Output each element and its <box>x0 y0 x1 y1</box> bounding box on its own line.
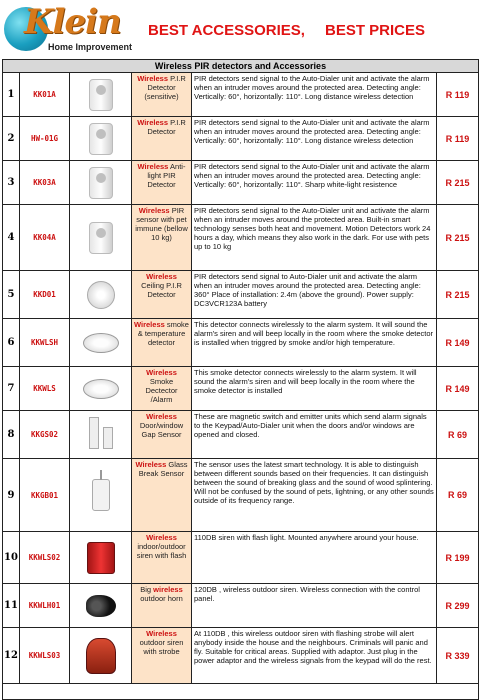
product-title: outdoor siren with strobe <box>139 638 184 656</box>
product-keyword: Wireless <box>138 206 170 215</box>
row-number: 8 <box>3 411 20 458</box>
product-title: Anti-light PIR Detector <box>147 162 186 189</box>
product-name-prefix: Big <box>140 585 154 594</box>
product-title: smoke & temperature detector <box>137 320 189 347</box>
product-description: 120DB , wireless outdoor siren. Wireless connection with the control panel. <box>192 584 437 627</box>
table-row <box>3 532 478 584</box>
product-code: KKD01 <box>20 271 70 318</box>
product-keyword: Wireless <box>137 118 168 127</box>
product-code: HW-01G <box>20 117 70 160</box>
table-row <box>3 117 478 161</box>
table-row <box>3 161 478 205</box>
product-title: Ceiling P.I.R Detector <box>141 281 182 299</box>
horn-icon <box>86 595 116 617</box>
product-description: PIR detectors send signal to the Auto-Dialer unit and activate the alarm when an intruder moves around the protected area. Detecting angle: Vertically: 60°, horizontally: 110°. Long distance wireless detection <box>192 73 437 116</box>
product-description: PIR detectors send signal to the Auto-Dialer unit and activate the alarm when an intruder moves around the protected area. Detecting angle: Vertically: 60°, horizontally: 110°. Sharp white-light resistence <box>192 161 437 204</box>
product-price: R 215 <box>445 177 470 188</box>
product-code: KK04A <box>20 205 70 270</box>
page-header <box>0 0 483 58</box>
product-image <box>70 459 132 531</box>
product-code: KKWLS02 <box>20 532 70 583</box>
table-row <box>3 271 478 319</box>
product-name <box>132 367 192 410</box>
product-price: R 215 <box>445 289 470 300</box>
row-number: 1 <box>3 73 20 116</box>
smoke-detector-icon <box>83 379 119 399</box>
product-title: Door/window Gap Sensor <box>139 421 184 439</box>
ceiling-detector-icon <box>87 281 115 309</box>
product-title: indoor/outdoor siren with flash <box>136 542 187 560</box>
product-name <box>132 459 192 531</box>
product-description: PIR detectors send signal to Auto-Dialer unit and activate the alarm when an intruder moves around the protected area. Detecting angle: 360° Place of installation: 2.4m (above the ground). Power supply: DC3VCR123A battery <box>192 271 437 318</box>
product-keyword: Wireless <box>134 320 165 329</box>
product-keyword: Wireless <box>137 74 168 83</box>
table-row <box>3 411 478 459</box>
product-image <box>70 73 132 116</box>
product-code: KK03A <box>20 161 70 204</box>
product-image <box>70 367 132 410</box>
product-description: This detector connects wirelessly to the alarm system. It will sound the alarm's siren and will beep locally in the room where the smoke detector is installed when triggred by smoke and/or high temperature. <box>192 319 437 366</box>
product-price: R 119 <box>445 89 470 100</box>
product-price: R 199 <box>445 552 470 563</box>
product-name <box>132 161 192 204</box>
product-image <box>70 628 132 683</box>
product-description: PIR detectors send signal to the Auto-Dialer unit and activate the alarm when an intruder moves around the protected area. Built-in smart technology senses both heat and movement. Motion Detectors work 24 hours a day, which means they also work in the dark. For use with pets up to 10 kg <box>192 205 437 270</box>
product-name <box>132 411 192 458</box>
row-number: 11 <box>3 584 20 627</box>
product-title: Glass Break Sensor <box>138 460 188 478</box>
siren-icon <box>87 542 115 574</box>
klein-logo <box>4 2 133 54</box>
product-keyword: Wireless <box>137 162 169 171</box>
product-code: KKGB01 <box>20 459 70 531</box>
pir-detector-icon <box>89 79 113 111</box>
table-row <box>3 584 478 628</box>
product-image <box>70 161 132 204</box>
product-keyword: Wireless <box>146 412 177 421</box>
product-image <box>70 271 132 318</box>
table-row <box>3 367 478 411</box>
product-description: PIR detectors send signal to the Auto-Dialer unit and activate the alarm when an intruder moves around the protected area. Detecting angle: Vertically: 60°, horizontally: 110°. Long distance wireless detection <box>192 117 437 160</box>
table-body <box>3 73 478 684</box>
pir-detector-icon <box>89 123 113 155</box>
product-description: At 110DB , this wireless outdoor siren with flashing strobe will alert anybody inside the house and the neighbours. Criminals will panic and fly. Suitable for critical areas. Supplied with adaptor. Just plug in the power adaptor and the wireless signals from the keypad will do the rest. <box>192 628 437 683</box>
product-keyword: Wireless <box>146 368 177 377</box>
table-row <box>3 319 478 367</box>
product-name <box>132 532 192 583</box>
strobe-siren-icon <box>86 638 116 674</box>
row-number: 7 <box>3 367 20 410</box>
product-code: KKWLH01 <box>20 584 70 627</box>
table-title: Wireless PIR detectors and Accessories <box>3 60 478 73</box>
logo-wordmark: Klein <box>24 2 121 42</box>
product-price: R 339 <box>445 650 470 661</box>
product-image <box>70 411 132 458</box>
product-image <box>70 532 132 583</box>
row-number: 9 <box>3 459 20 531</box>
product-name <box>132 73 192 116</box>
glass-break-sensor-icon <box>92 479 110 511</box>
product-title: P.I.R Detector (sensitive) <box>144 74 186 101</box>
pir-detector-icon <box>89 222 113 254</box>
row-number: 5 <box>3 271 20 318</box>
row-number: 10 <box>3 532 20 583</box>
product-keyword: Wireless <box>146 629 177 638</box>
product-title: Smoke Dectector /Alarm <box>145 377 178 404</box>
logo-subtitle: Home Improvement <box>48 42 133 52</box>
product-description: 110DB siren with flash light. Mounted anywhere around your house. <box>192 532 437 583</box>
smoke-detector-icon <box>83 333 119 353</box>
table-row <box>3 73 478 117</box>
product-price: R 149 <box>445 337 470 348</box>
pir-detector-icon <box>89 167 113 199</box>
product-code: KKWLS03 <box>20 628 70 683</box>
row-number: 12 <box>3 628 20 683</box>
row-number: 2 <box>3 117 20 160</box>
product-image <box>70 205 132 270</box>
product-keyword: Wireless <box>135 460 167 469</box>
product-name <box>132 319 192 366</box>
table-row <box>3 205 478 271</box>
door-sensor-icon <box>87 417 115 453</box>
product-code: KKWLSH <box>20 319 70 366</box>
product-code: KK01A <box>20 73 70 116</box>
product-price: R 299 <box>445 600 470 611</box>
product-code: KKWLS <box>20 367 70 410</box>
product-image <box>70 584 132 627</box>
product-name <box>132 628 192 683</box>
product-image <box>70 117 132 160</box>
product-name <box>132 584 192 627</box>
product-name <box>132 205 192 270</box>
row-number: 6 <box>3 319 20 366</box>
product-price: R 119 <box>445 133 470 144</box>
product-image <box>70 319 132 366</box>
product-title: outdoor horn <box>140 594 183 603</box>
product-description: These are magnetic switch and emitter units which send alarm signals to the Keypad/Auto-Dialer unit when the doors and/or windows are opened and closed. <box>192 411 437 458</box>
product-table <box>2 59 479 700</box>
product-keyword: wireless <box>153 585 183 594</box>
product-description: This smoke detector connects wirelessly to the alarm system. It will sound the alarm's siren and will beep locally in the room where the smoke detector is installed <box>192 367 437 410</box>
row-number: 4 <box>3 205 20 270</box>
product-description: The sensor uses the latest smart technology. It is able to distinguish between different sounds based on their frequencies. It can distinguish between the sound of breaking glass and the sound of wood splintering. Will not be confused by the sound of pets, lightning, or any other sounds outside of its frequency range. <box>192 459 437 531</box>
product-code: KKGS02 <box>20 411 70 458</box>
product-title: PIR sensor with pet immune (bellow 10 kg) <box>135 206 188 242</box>
product-keyword: Wireless <box>146 533 177 542</box>
product-price: R 149 <box>445 383 470 394</box>
product-title: P.I.R Detector <box>147 118 186 136</box>
product-name <box>132 271 192 318</box>
slogan-prices: BEST PRICES <box>325 22 426 39</box>
product-price: R 69 <box>447 490 467 500</box>
product-price: R 215 <box>445 232 470 243</box>
slogan-accessories: BEST ACCESSORIES, <box>148 22 305 39</box>
product-keyword: Wireless <box>146 272 177 281</box>
product-name <box>132 117 192 160</box>
product-price: R 69 <box>447 429 467 440</box>
row-number: 3 <box>3 161 20 204</box>
table-row <box>3 628 478 684</box>
table-row <box>3 459 478 532</box>
